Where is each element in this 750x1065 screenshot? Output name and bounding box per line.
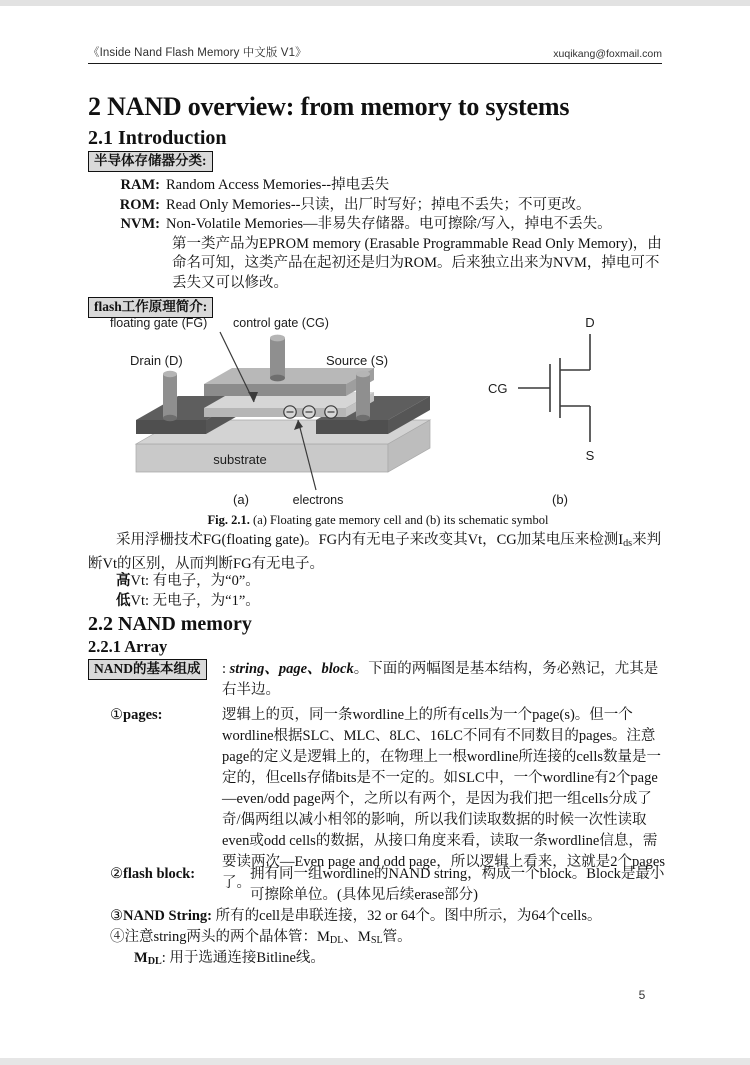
scan-edge-bottom bbox=[0, 1058, 750, 1065]
item4-sub-dl: DL bbox=[329, 935, 344, 947]
drain-contact-pillar bbox=[163, 371, 177, 421]
svg-text:(a): (a) bbox=[233, 492, 249, 507]
floating-gate-description bbox=[88, 530, 668, 574]
scan-edge-top bbox=[0, 0, 750, 6]
mdl-rest: : 用于选通连接Bitline线。 bbox=[161, 950, 325, 966]
item4-text-pre: 注意string两头的两个晶体管：M bbox=[124, 929, 330, 945]
item4-marker: ④ bbox=[110, 929, 125, 945]
fg-desc-part2: 来判断Vt的区别，从而判断FG有无电子。 bbox=[88, 532, 662, 573]
boxed-label-semiconductor-classification: 半导体存储器分类: bbox=[88, 151, 213, 172]
figure-subcaption-b: (b) bbox=[552, 492, 568, 507]
section-heading-introduction: 2.1 Introduction bbox=[88, 127, 227, 149]
item4-text-mid: 、M bbox=[343, 929, 371, 945]
running-head-email: xuqikang@foxmail.com bbox=[553, 48, 662, 60]
figure-label-substrate: substrate bbox=[213, 452, 267, 467]
item1-label bbox=[110, 705, 222, 726]
item4-sub-sl: SL bbox=[370, 935, 383, 947]
figure-caption bbox=[88, 513, 668, 528]
definition-term-ram: RAM: bbox=[120, 177, 160, 193]
item2-text: 拥有同一组wordline的NAND string，构成一个block。Block是最小可擦除单位。(具体见后续erase部分) bbox=[250, 866, 665, 903]
figure-label-floating-gate: floating gate (FG) bbox=[110, 316, 208, 330]
figure-floating-gate-cell bbox=[88, 312, 668, 512]
vt-list-item-low bbox=[88, 591, 668, 611]
numbered-item-flash-block bbox=[110, 864, 668, 906]
definition-term-rom: ROM: bbox=[119, 196, 160, 213]
figure-svg bbox=[88, 312, 668, 512]
chapter-title: 2 NAND overview: from memory to systems bbox=[88, 92, 570, 121]
definition-body-nvm: Non-Volatile Memories—非易失存储器。电可擦除/写入，掉电不丢失。 bbox=[166, 216, 612, 232]
figure-label-source-terminal: S bbox=[585, 448, 595, 463]
nvm-continuation-paragraph: 第一类产品为EPROM memory (Erasable Programmable Read Only Memory)，由命名可知，这类产品在起初还是归为ROM。后来独立出来为NVM，掉电可不丢失又可以修改。 bbox=[172, 235, 662, 291]
vt-low-bold: 低 bbox=[116, 593, 131, 609]
item2-marker: ② bbox=[110, 866, 123, 882]
figure-label-control-gate: control gate (CG) bbox=[233, 316, 329, 330]
vt-low-rest: Vt: 无电子，为“1”。 bbox=[130, 593, 260, 609]
electron-group bbox=[284, 406, 337, 418]
vt-list-item-high bbox=[88, 571, 668, 591]
running-head bbox=[88, 44, 662, 64]
mosfet-schematic-symbol bbox=[518, 334, 590, 442]
nand-basic-terms: string、page、block bbox=[229, 661, 354, 677]
numbered-item-mdl-description bbox=[134, 948, 668, 972]
vt-list bbox=[88, 571, 668, 611]
definition-body-ram: Random Access Memories--掉电丢失 bbox=[166, 177, 390, 193]
mdl-sub: DL bbox=[147, 956, 162, 968]
running-head-title: 《Inside Nand Flash Memory 中文版 V1》 bbox=[88, 47, 307, 59]
definition-body-rom: Read Only Memories--只读，出厂时写好；掉电不丢失；不可更改。 bbox=[166, 196, 591, 213]
item1-marker: ① bbox=[110, 707, 123, 723]
fg-desc-subscript: ds bbox=[623, 538, 633, 550]
vt-high-rest: Vt: 有电子，为“0”。 bbox=[130, 573, 260, 589]
page-number: 5 bbox=[638, 988, 646, 1002]
numbered-item-nand-string bbox=[110, 906, 668, 927]
control-gate-pillar bbox=[270, 335, 285, 382]
figure-label-source: Source (S) bbox=[326, 353, 389, 368]
nand-basic-rest: 。下面的两幅图是基本结构，务必熟记，尤其是右半边。 bbox=[222, 661, 659, 698]
item3-text: 所有的cell是串联连接，32 or 64个。图中所示，为64个cells。 bbox=[212, 908, 602, 924]
source-contact-pillar bbox=[356, 371, 370, 421]
item3-marker: ③ bbox=[110, 908, 123, 924]
figure-label-drain-terminal: D bbox=[585, 315, 595, 330]
definition-row-rom bbox=[88, 196, 668, 216]
figure-caption-number: Fig. 2.1. bbox=[207, 513, 250, 527]
vt-high-bold: 高 bbox=[116, 573, 131, 589]
item1-term: pages: bbox=[123, 707, 163, 723]
figure-caption-text: (a) Floating gate memory cell and (b) its schematic symbol bbox=[249, 513, 549, 527]
mdl-bold bbox=[134, 950, 162, 966]
item3-term: NAND String: bbox=[123, 908, 213, 924]
section-heading-nand-memory: 2.2 NAND memory bbox=[88, 613, 252, 635]
figure-label-cg: CG bbox=[488, 381, 508, 396]
figure-label-drain: Drain (D) bbox=[130, 353, 183, 368]
item4-text-post: 管。 bbox=[382, 929, 412, 945]
nand-basic-composition-body bbox=[222, 659, 668, 701]
memory-type-definition-list bbox=[88, 176, 668, 293]
boxed-label-flash-working-principle: flash工作原理简介: bbox=[88, 297, 213, 318]
boxed-label-nand-basic-composition: NAND的基本组成 bbox=[88, 659, 207, 680]
item2-term: flash block: bbox=[123, 866, 196, 882]
definition-row-nvm bbox=[88, 215, 668, 235]
section-heading-array: 2.2.1 Array bbox=[88, 637, 168, 656]
fg-desc-part1: 采用浮栅技术FG(floating gate)。FG内有无电子来改变其Vt，CG加某电压来检测I bbox=[116, 532, 624, 548]
mdl-letter: M bbox=[134, 950, 148, 966]
item1-text: 逻辑上的页，同一条wordline上的所有cells为一个page(s)。但一个wordline根据SLC、MLC、8LC、16LC不同有不同数目的pages。注意page的定义是逻辑上的，在物理上一根wordline所连接的cells数量是一定的，但cells存储bits是不一定的。如SLC中，一个wordline有2个page —even/odd page两个，之所以有两个，是因为我们把一组cells分成了奇/偶两组以减小相邻的影响，所以我们读取数据的时候一次性读取even或odd cells的数据，从接口角度来看，读取一条wordline信息，需要读两次—Even page and odd page，所以逻辑上看来，这就是2个pages了。 bbox=[222, 707, 665, 891]
definition-row-ram bbox=[88, 176, 668, 196]
item2-label bbox=[110, 864, 250, 885]
figure-label-electrons: electrons bbox=[292, 493, 344, 507]
definition-term-nvm: NVM: bbox=[120, 216, 160, 232]
nand-basic-colon: : bbox=[222, 661, 230, 677]
